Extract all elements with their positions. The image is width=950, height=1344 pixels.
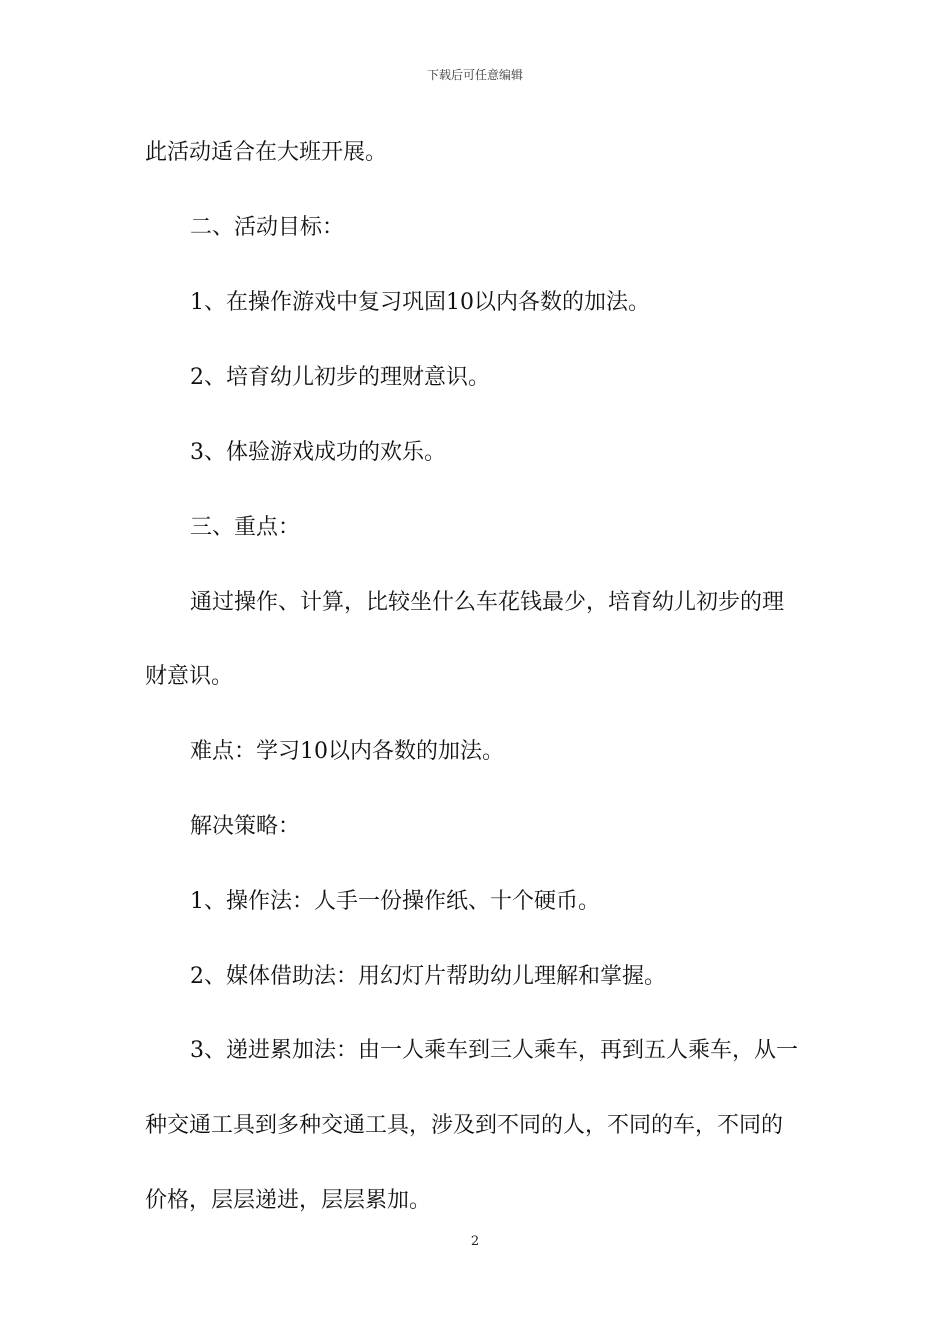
goal-item-2: 2、培育幼儿初步的理财意识。	[190, 365, 490, 390]
paragraph-line-activity-scope: 此活动适合在大班开展。	[145, 140, 388, 165]
header-note: 下载后可任意编辑	[426, 68, 523, 82]
strategy-item-3-line-3: 价格，层层递进，层层累加。	[145, 1188, 432, 1213]
goal-item-3: 3、体验游戏成功的欢乐。	[190, 440, 446, 465]
strategy-item-3-line-2: 种交通工具到多种交通工具，涉及到不同的人，不同的车，不同的	[145, 1113, 784, 1138]
strategy-heading: 解决策略：	[190, 814, 301, 839]
strategy-item-2: 2、媒体借助法：用幻灯片帮助幼儿理解和掌握。	[190, 964, 666, 989]
strategy-item-3-line-1: 3、递进累加法：由一人乘车到三人乘车，再到五人乘车，从一	[190, 1038, 798, 1063]
page-number: 2	[470, 1234, 480, 1249]
keypoint-text-line-1: 通过操作、计算，比较坐什么车花钱最少，培育幼儿初步的理	[190, 590, 785, 615]
section-heading-keypoint: 三、重点：	[190, 515, 301, 540]
difficulty-text: 难点：学习10以内各数的加法。	[190, 739, 504, 764]
keypoint-text-line-2: 财意识。	[145, 664, 234, 689]
goal-item-1: 1、在操作游戏中复习巩固10以内各数的加法。	[190, 290, 650, 315]
strategy-item-1: 1、操作法：人手一份操作纸、十个硬币。	[190, 889, 600, 914]
section-heading-goals: 二、活动目标：	[190, 215, 345, 240]
